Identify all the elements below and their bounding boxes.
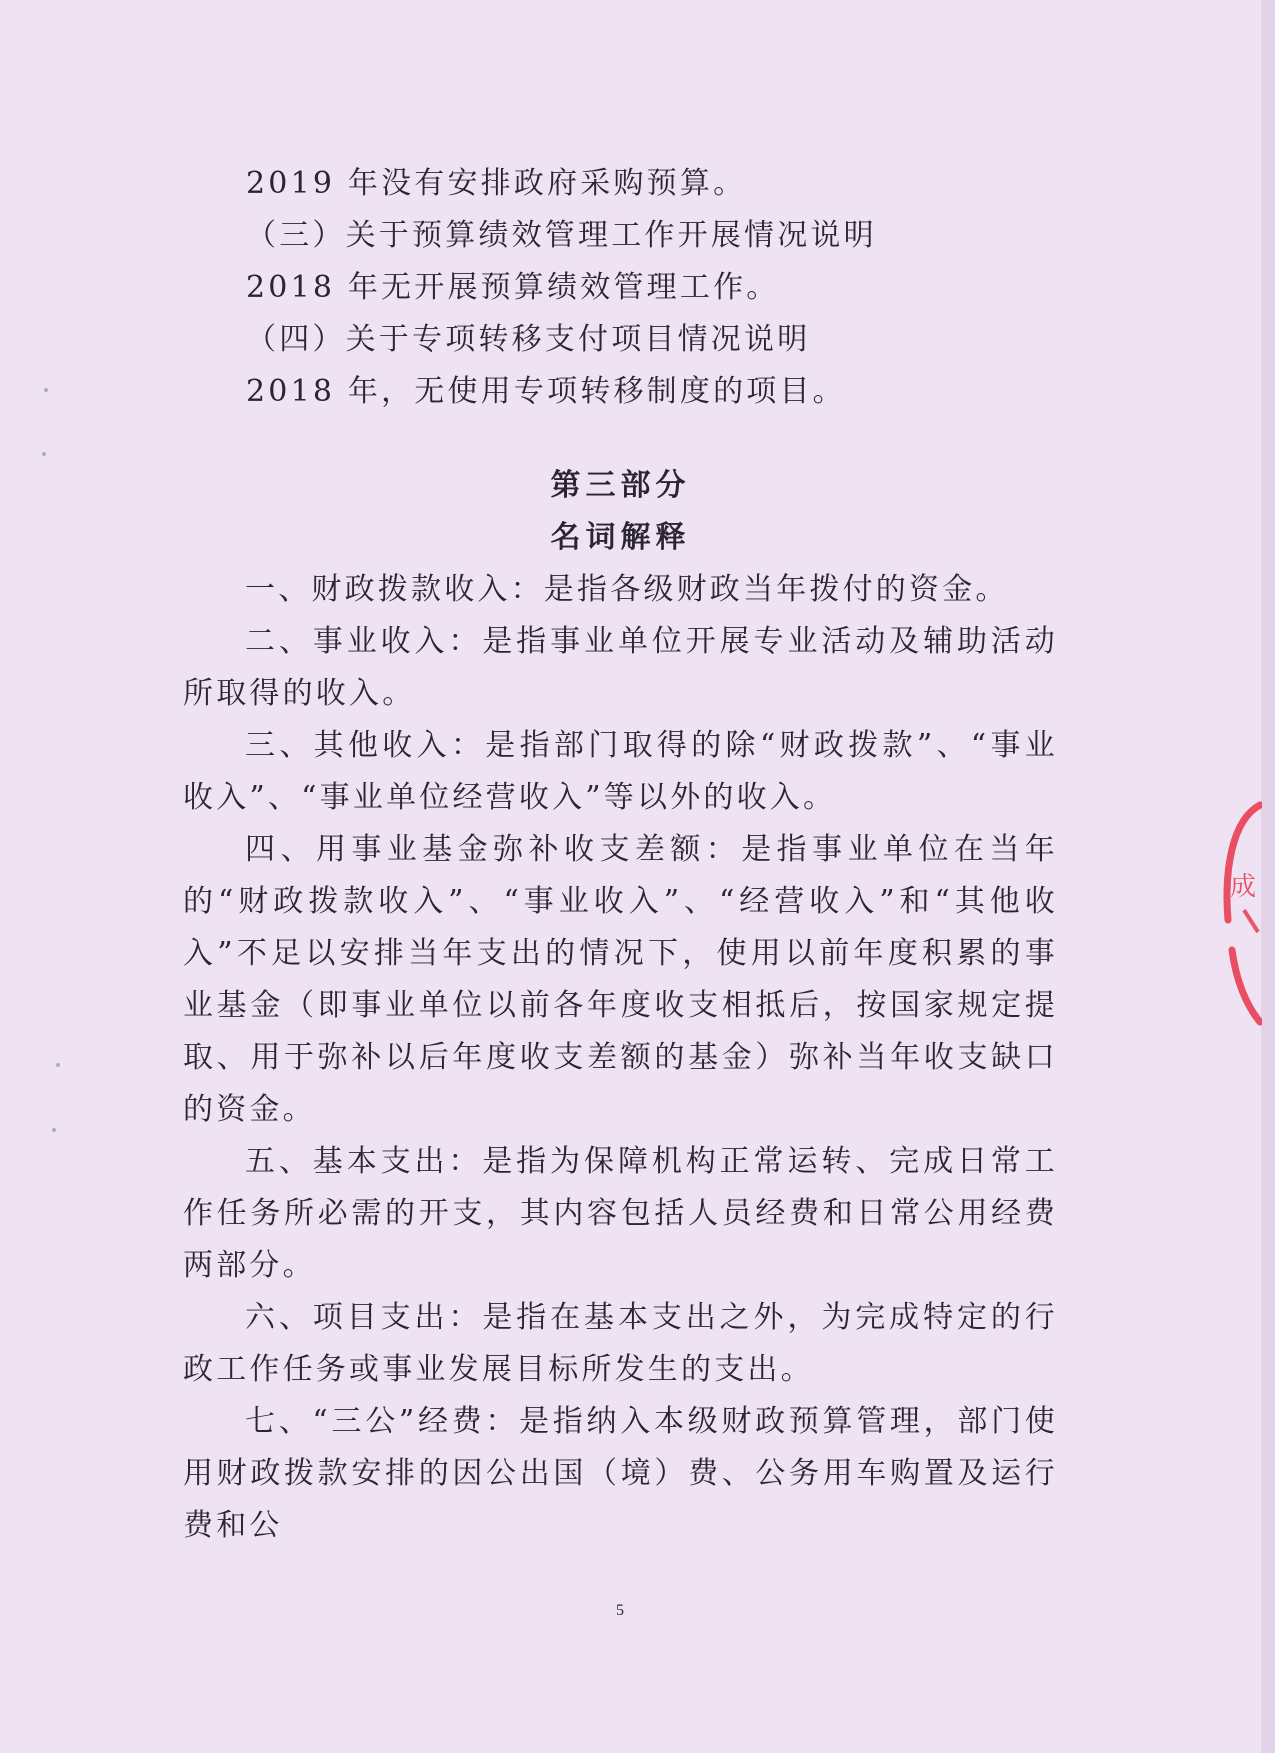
section-heading: （三）关于预算绩效管理工作开展情况说明 [246,218,877,253]
definition-paragraph: 六、项目支出：是指在基本支出之外，为完成特定的行政工作任务或事业发展目标所发生的支出。 [183,1300,1058,1387]
scan-speck [56,1063,60,1067]
definition-paragraph: 七、“三公”经费：是指纳入本级财政预算管理，部门使用财政拨款安排的因公出国（境）费、公务用车购置及运行费和公 [183,1404,1058,1543]
definition-paragraph: 三、其他收入：是指部门取得的除“财政拨款”、“事业收入”、“事业单位经营收入”等以外的收入。 [183,728,1058,815]
glossary-title: 名词解释 [550,520,691,555]
scan-speck [42,452,46,456]
scan-edge [1261,0,1275,1753]
seal-stamp-fragment [1222,800,1262,1030]
part-title: 第三部分 [550,468,691,503]
svg-text:成: 成 [1230,872,1257,902]
definition-paragraph: 一、财政拨款收入：是指各级财政当年拨付的资金。 [245,572,1009,607]
scan-speck [52,1128,56,1132]
definition-paragraph: 二、事业收入：是指事业单位开展专业活动及辅助活动所取得的收入。 [183,624,1058,711]
scan-speck [44,388,48,392]
page-number: 5 [616,1602,624,1619]
section-line: 2018 年无开展预算绩效管理工作。 [246,270,780,305]
definition-paragraph: 四、用事业基金弥补收支差额：是指事业单位在当年的“财政拨款收入”、“事业收入”、“经营收入”和“其他收入”不足以安排当年支出的情况下，使用以前年度积累的事业基金（即事业单位以前各年度收支相抵后，按国家规定提取、用于弥补以后年度收支差额的基金）弥补当年收支缺口的资金。 [183,832,1058,1127]
document-body [183,158,1058,1552]
section-line: 2018 年，无使用专项转移制度的项目。 [246,374,846,409]
section-line: 2019 年没有安排政府采购预算。 [246,166,747,201]
section-heading: （四）关于专项转移支付项目情况说明 [246,322,811,357]
definition-paragraph: 五、基本支出：是指为保障机构正常运转、完成日常工作任务所必需的开支，其内容包括人员经费和日常公用经费两部分。 [183,1144,1058,1283]
